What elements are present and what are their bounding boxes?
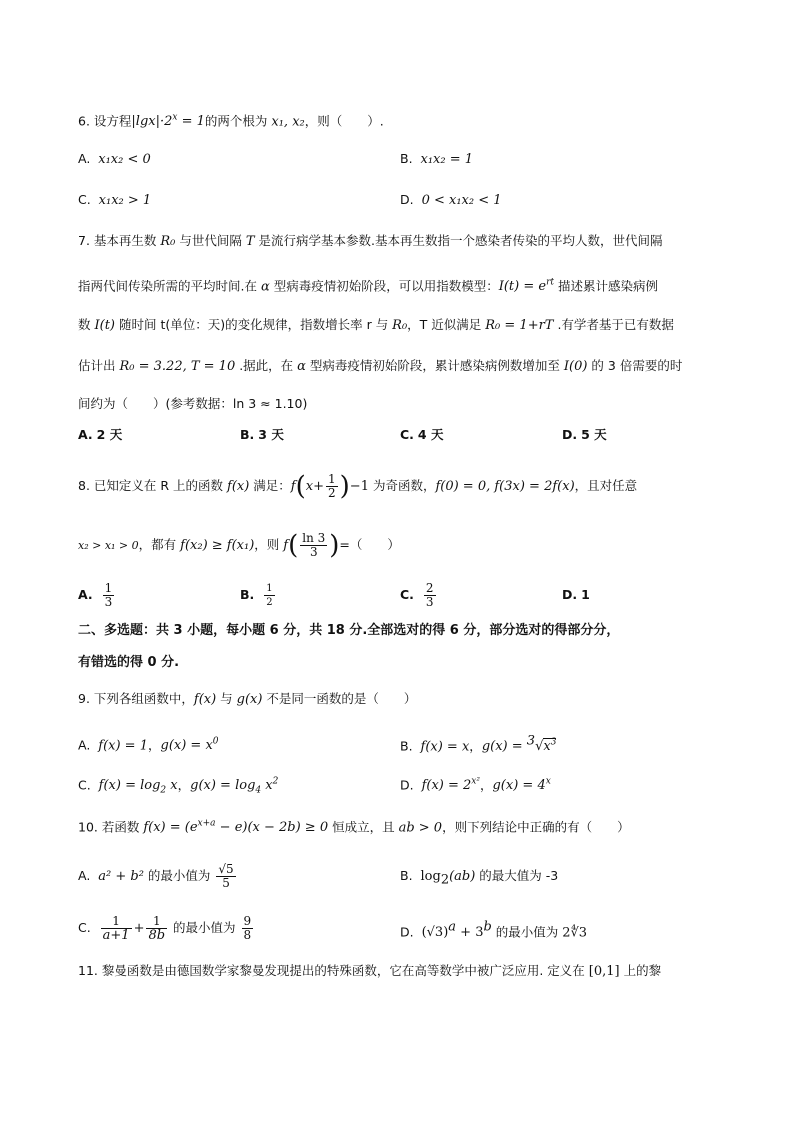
q7-line-2: 指两代间传染所需的平均时间.在 α 型病毒疫情初始阶段，可以用指数模型：$I(t) = e^{rt}$ 描述累计感染病例 — [78, 278, 658, 295]
q9-option-a: A. f(x) = 1，$g(x) = x^0$ — [78, 737, 219, 754]
q8-half-fraction: $\frac{1}{2}$ — [328, 472, 336, 500]
q10-option-d: D. $(√3)^a + 3^b$ 的最小值为 2∜3 — [400, 920, 588, 941]
q7-option-d: D. 5 天 — [562, 427, 607, 442]
q9-stem: 9. 下列各组函数中，f(x) 与 g(x) 不是同一函数的是（ ） — [78, 691, 417, 707]
section-2-heading-line-1: 二、多选题：共 3 小题，每小题 6 分，共 18 分.全部选对的得 6 分，部分选对的得部分分， — [78, 623, 620, 638]
q8-option-a: A. $\frac{1}{3}$ — [78, 581, 113, 609]
q11-line-1: 11. 黎曼函数是由德国数学家黎曼发现提出的特殊函数，它在高等数学中被广泛应用. 定义在 [0,1] 上的黎 — [78, 963, 662, 979]
q9-option-d: D. $f(x) = 2^{x^2}$，$g(x) = 4^x$ — [400, 777, 551, 794]
q9-option-c: C. $f(x) = \log_2 x$，$g(x) = \log_4 x^2$ — [78, 777, 279, 796]
q8-option-b: B. $\frac{1}{2}$ — [240, 583, 273, 608]
q7-option-c: C. 4 天 — [400, 427, 444, 442]
q7-option-a: A. 2 天 — [78, 427, 123, 442]
q8-line-2: x₂ > x₁ > 0，都有 f(x₂) ≥ f(x₁)，则 f( $\frac{\ln 3}{3}$ )=（ ） — [78, 530, 400, 561]
q7-model: $I(t) = e^{rt}$ — [498, 278, 554, 295]
q10-option-a: A. a² + b² 的最小值为 $\frac{√5}{5}$ — [78, 862, 234, 890]
q8-ln3-fraction: $\frac{\ln 3}{3}$ — [302, 531, 326, 559]
q8-line-1: 8. 已知定义在 R 上的函数 f(x) 满足：f(x+ $\frac{1}{2}$ )−1 为奇函数，f(0) = 0, f(3x) = 2f(x)，且对任意 — [78, 471, 638, 502]
q10-stem: 10. 若函数 $f(x) = (e^{x+a} - e)(x - 2b) \ge 0$ 恒成立，且 ab > 0，则下列结论中正确的有（ ） — [78, 819, 630, 836]
q7-line-5: 间约为（ ）(参考数据：ln 3 ≈ 1.10) — [78, 396, 308, 411]
q7-option-b: B. 3 天 — [240, 427, 284, 442]
q6-stem-prefix: 6. 设方程 — [78, 113, 132, 129]
q6-stem: 6. 设方程$|\lg x|\cdot 2^x = 1$的两个根为 x₁, x₂，则（ ）. — [78, 113, 384, 130]
q6-option-a: A. x₁x₂ < 0 — [78, 151, 151, 167]
q6-option-c: C. x₁x₂ > 1 — [78, 192, 152, 208]
q10-option-b: B. $\log_2(ab)$ 的最大值为 -3 — [400, 868, 559, 888]
q6-roots: x₁, x₂ — [271, 114, 305, 130]
q8-option-c: C. $\frac{2}{3}$ — [400, 581, 434, 609]
q7-line-3: 数 I(t) 随时间 t(单位：天)的变化规律，指数增长率 r 与 R₀，T 近似满足 R₀ = 1+rT .有学者基于已有数据 — [78, 317, 674, 333]
q8-option-d: D. 1 — [562, 587, 590, 602]
q6-option-d: D. 0 < x₁x₂ < 1 — [400, 192, 502, 208]
q7-line-4: 估计出 R₀ = 3.22, T = 10 .据此，在 α 型病毒疫情初始阶段，累计感染病例数增加至 I(0) 的 3 倍需要的时 — [78, 358, 683, 374]
section-2-heading-line-2: 有错选的得 0 分. — [78, 655, 180, 670]
q6-option-b: B. x₁x₂ = 1 — [400, 151, 474, 167]
q7-line-1: 7. 基本再生数 R₀ 与世代间隔 T 是流行病学基本参数.基本再生数指一个感染者传染的平均人数，世代间隔 — [78, 233, 663, 249]
q6-equation: $|\lg x|\cdot 2^x = 1$ — [131, 113, 205, 130]
radical-icon: √ — [535, 739, 544, 755]
q9-option-b: B. f(x) = x，$g(x) = ^3√x^3$ — [400, 734, 557, 755]
q10-option-c: C. $\frac{1}{a+1}$ + $\frac{1}{8b}$ 的最小值为 $\frac{9}{8}$ — [78, 914, 252, 943]
